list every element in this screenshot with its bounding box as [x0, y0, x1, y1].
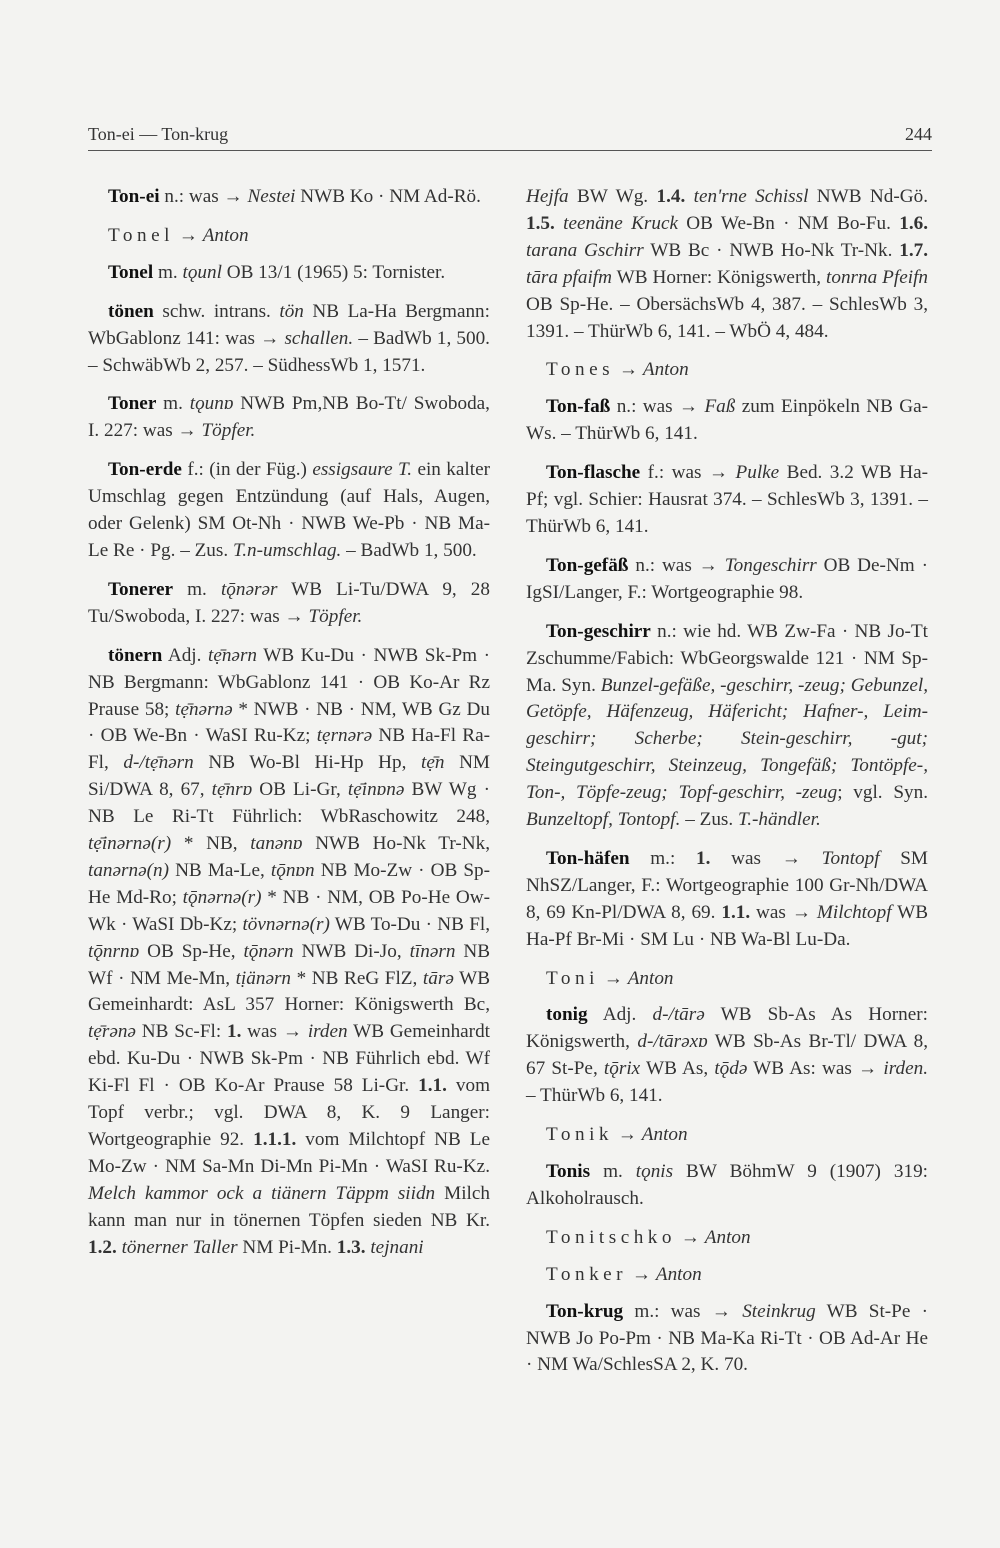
- reference-headword: Tonel: [108, 224, 174, 246]
- dictionary-entry: [526, 1002, 928, 1110]
- entry-body: → Anton: [676, 1226, 751, 1248]
- running-head: [88, 124, 932, 145]
- dictionary-entry: [526, 184, 928, 345]
- entry-body: → Anton: [627, 1263, 702, 1285]
- entry-headword: Ton-häfen: [546, 847, 630, 869]
- page-number: 244: [905, 124, 932, 144]
- reference-headword: Toni: [546, 967, 599, 989]
- entry-headword: tönen: [108, 300, 154, 322]
- entry-headword: Ton-gefäß: [546, 554, 629, 576]
- dictionary-entry: [88, 184, 490, 211]
- running-head-title: Ton-ei — Ton-krug: [88, 124, 229, 144]
- entry-body: m. tǭnərər WB Li-Tu/DWA 9, 28 Tu/Swoboda, I. 227: was → Töpfer.: [88, 578, 490, 627]
- left-column: [88, 184, 490, 1274]
- entry-headword: Tonis: [546, 1161, 591, 1182]
- cross-reference-entry: [526, 966, 928, 993]
- reference-headword: Tonik: [546, 1124, 613, 1146]
- entry-headword: Tonerer: [108, 578, 174, 600]
- entry-headword: tönern: [108, 644, 163, 666]
- entry-body: m. tǫnis BW BöhmW 9 (1907) 319: Alkoholrausch.: [526, 1161, 928, 1209]
- cross-reference-entry: [526, 1262, 928, 1289]
- entry-body: n.: was → Tongeschirr OB De-Nm · IgSI/Langer, F.: Wortgeographie 98.: [526, 554, 928, 603]
- entry-body: Hejfa BW Wg. 1.4. ten'rne Schissl NWB Nd-Gö. 1.5. teenäne Kruck OB We-Bn · NM Bo-Fu. 1.6. tarana Gschirr WB Bc · NWB Ho-Nk Tr-Nk. 1.7. tāra pfaifm WB Horner: Königswerth, tonrna Pfeifn OB Sp-He. – ObersächsWb 4, 387. – SchlesWb 3, 1391. – ThürWb 6, 141. – WbÖ 4, 484.: [526, 186, 929, 342]
- cross-reference-entry: [526, 1122, 928, 1149]
- entry-body: f.: was → Pulke Bed. 3.2 WB Ha-Pf; vgl. Schier: Hausrat 374. – SchlesWb 3, 1391. – ThürWb 6, 141.: [526, 462, 928, 537]
- dictionary-entry: [526, 1159, 928, 1213]
- header-rule: [88, 150, 932, 151]
- reference-headword: Tonker: [546, 1263, 628, 1285]
- entry-body: f.: (in der Füg.) essigsaure T. ein kalter Umschlag gegen Entzündung (auf Hals, Augen, oder Gelenk) SM Ot-Nh · NWB We-Pb · NB Ma-Le Re · Pg. – Zus. T.n-umschlag. – BadWb 1, 500.: [88, 459, 490, 561]
- entry-body: n.: was → Faß zum Einpökeln NB Ga-Ws. – ThürWb 6, 141.: [526, 396, 928, 445]
- entry-body: n.: wie hd. WB Zw-Fa · NB Jo-Tt Zschumme/Fabich: WbGeorgswalde 121 · NM Sp-Ma. Syn. Bunzel-gefäße, -geschirr, -zeug; Gebunzel, Getöpfe, Häfenzeug, Häfericht; Hafner-, Leim-geschirr; Scherbe; Stein-geschirr, -gut; Steingutgeschirr, Steinzeug, Tongefäß; Tontöpfe-, Ton-, Töpfe-zeug; Topf-geschirr, -zeug; vgl. Syn. Bunzeltopf, Tontopf. – Zus. T.-händler.: [526, 620, 929, 831]
- entry-body: Adj. tẹ̄nərn WB Ku-Du · NWB Sk-Pm · NB Bergmann: WbGablonz 141 · OB Ko-Ar Rz Prause 58; tẹ̄nərnə * NWB · NB · NM, WB Gz Du · OB We-Bn · WaSI Ru-Kz; tẹrnərə NB Ha-Fl Ra-Fl, d-/tẹ̄nərn NB Wo-Bl Hi-Hp Hp, tẹ̄n NM Si/DWA 8, 67, tẹ̄nrɒ OB Li-Gr, tẹ̄inɒnə BW Wg · NB Le Ri-Tt Führlich: WbRaschowitz 248, tẹ̄inərnə(r) * NB, tanənɒ NWB Ho-Nk Tr-Nk, tanərnə(n) NB Ma-Le, tǭnɒn NB Mo-Zw · OB Sp-He Md-Ro; tǭnərnə(r) * NB · NM, OB Po-He Ow-Wk · WaSI Db-Kz; tövnərnə(r) WB To-Du · NB Fl, tǭnrnɒ OB Sp-He, tǭnərn NWB Di-Jo, tīnərn NB Wf · NM Me-Mn, tịänərn * NB ReG FlZ, tārə WB Gemeinhardt: AsL 357 Horner: Königswerth Bc, tẹ̄rənə NB Sc-Fl: 1. was → irden WB Gemeinhardt ebd. Ku-Du · NWB Sk-Pm · NB Führlich ebd. Wf Ki-Fl Fl · OB Ko-Ar Prause 58 Li-Gr. 1.1. vom Topf verbr.; vgl. DWA 8, K. 9 Langer: Wortgeographie 92. 1.1.1. vom Milchtopf NB Le Mo-Zw · NM Sa-Mn Di-Mn Pi-Mn · WaSI Ru-Kz. Melch kammor ock a tiänern Täppm siidn Milch kann man nur in tönernen Töpfen sieden NB Kr. 1.2. tönerner Taller NM Pi-Mn. 1.3. tejnani: [88, 644, 491, 1258]
- entry-body: n.: was → Nestei NWB Ko · NM Ad-Rö.: [159, 186, 481, 207]
- dictionary-entry: [88, 391, 490, 445]
- entry-body: → Anton: [598, 967, 674, 989]
- dictionary-entry: [526, 846, 928, 954]
- entry-body: schw. intrans. tön NB La-Ha Bergmann: WbGablonz 141: was → schallen. – BadWb 1, 500. – SchwäbWb 2, 257. – SüdhessWb 1, 1571.: [88, 300, 490, 376]
- cross-reference-entry: [526, 1225, 928, 1252]
- reference-headword: Tones: [546, 359, 615, 381]
- entry-headword: Ton-krug: [546, 1300, 624, 1322]
- dictionary-entry: [88, 643, 490, 1262]
- entry-body: → Anton: [613, 1124, 688, 1146]
- dictionary-entry: [88, 577, 490, 631]
- dictionary-entry: [526, 619, 928, 834]
- dictionary-entry: [526, 1299, 928, 1380]
- entry-headword: Ton-geschirr: [546, 620, 651, 642]
- entry-headword: Ton-ei: [108, 186, 160, 207]
- cross-reference-entry: [88, 223, 490, 250]
- entry-body: m.: was → Steinkrug WB St-Pe · NWB Jo Po-Pm · NB Ma-Ka Ri-Tt · OB Ad-Ar He · NM Wa/SchlesSA 2, K. 70.: [526, 1300, 928, 1376]
- entry-headword: Ton-faß: [546, 396, 611, 418]
- dictionary-entry: [88, 457, 490, 565]
- dictionary-entry: [88, 260, 490, 287]
- entry-headword: Toner: [108, 393, 157, 415]
- dictionary-entry: [526, 460, 928, 541]
- entry-body: m. tǫunɒ NWB Pm,NB Bo-Tt/ Swoboda, I. 227: was → Töpfer.: [88, 393, 490, 442]
- dictionary-entry: [88, 299, 490, 380]
- entry-body: → Anton: [614, 359, 689, 381]
- entry-headword: tonig: [546, 1004, 588, 1026]
- right-column: [526, 184, 928, 1391]
- cross-reference-entry: [526, 357, 928, 384]
- entry-headword: Tonel: [108, 261, 154, 283]
- entry-body: Adj. d-/tārə WB Sb-As As Horner: Königswerth, d-/tārəxɒ WB Sb-As Br-Tl/ DWA 8, 67 St-Pe, tǭrix WB As, tǭdə WB As: was → irden. – ThürWb 6, 141.: [526, 1004, 928, 1107]
- entry-body: → Anton: [173, 224, 249, 246]
- entry-headword: Ton-flasche: [546, 462, 641, 484]
- entry-headword: Ton-erde: [108, 459, 182, 481]
- dictionary-entry: [526, 553, 928, 607]
- dictionary-entry: [526, 394, 928, 448]
- reference-headword: Tonitschko: [546, 1226, 676, 1248]
- entry-body: m. tǫunl OB 13/1 (1965) 5: Tornister.: [153, 261, 446, 283]
- entry-body: m.: 1. was → Tontopf SM NhSZ/Langer, F.: Wortgeographie 100 Gr-Nh/DWA 8, 69 Kn-Pl/DWA 8, 69. 1.1. was → Milchtopf WB Ha-Pf Br-Mi · SM Lu · NB Wa-Bl Lu-Da.: [526, 847, 929, 950]
